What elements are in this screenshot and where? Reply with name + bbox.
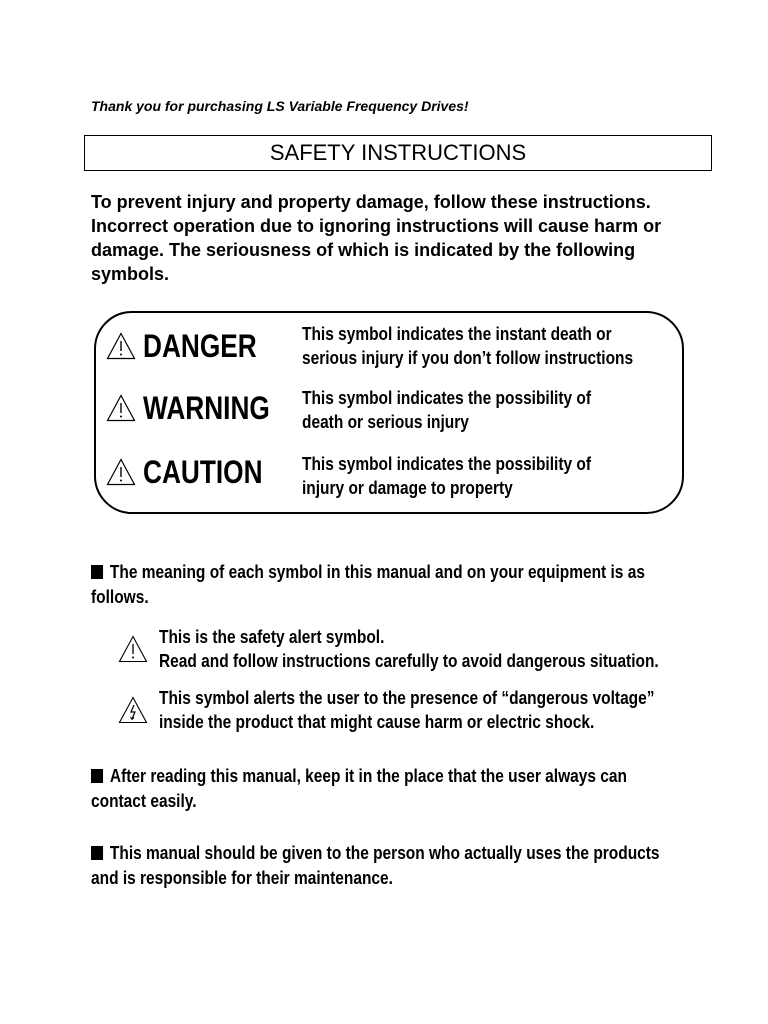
symbol-meaning-paragraph [91, 560, 731, 610]
warning-triangle-icon [106, 332, 136, 360]
danger-description-line2: serious injury if you don’t follow instructions [302, 348, 634, 368]
warning-description-line2: death or serious injury [302, 412, 469, 432]
danger-label: DANGER [143, 328, 257, 364]
give-manual-note [91, 841, 731, 891]
warning-label: WARNING [143, 390, 270, 426]
symbol-legend-box [94, 311, 684, 514]
safety-alert-icon [118, 635, 148, 663]
thank-you-note: Thank you for purchasing LS Variable Frequency Drives! [91, 98, 469, 114]
give-manual-line2: and is responsible for their maintenance. [91, 868, 393, 888]
dangerous-voltage-line1: This symbol alerts the user to the presence of “dangerous voltage” [159, 688, 655, 708]
dangerous-voltage-icon [118, 696, 148, 724]
meaning-line2: follows. [91, 587, 149, 607]
page-title [84, 135, 712, 171]
keep-manual-line2: contact easily. [91, 791, 197, 811]
warning-description-line1: This symbol indicates the possibility of [302, 388, 592, 408]
warning-triangle-icon [106, 458, 136, 486]
keep-manual-line1: After reading this manual, keep it in the place that the user always can [109, 766, 627, 786]
keep-manual-note [91, 764, 731, 814]
caution-description-line1: This symbol indicates the possibility of [302, 454, 592, 474]
safety-alert-description [159, 625, 740, 673]
intro-paragraph: To prevent injury and property damage, follow these instructions. Incorrect operation due to ignoring instructions will cause harm or damage. The seriousness of which is indicated by the following symbols. [91, 192, 662, 284]
dangerous-voltage-line2: inside the product that might cause harm or electric shock. [159, 712, 595, 732]
give-manual-line1: This manual should be given to the person who actually uses the products [109, 843, 660, 863]
safety-alert-line1: This is the safety alert symbol. [159, 627, 385, 647]
danger-description-line1: This symbol indicates the instant death or [302, 324, 612, 344]
dangerous-voltage-description [159, 686, 735, 734]
bullet-square-icon [91, 769, 103, 783]
page-title-text: SAFETY INSTRUCTIONS [269, 140, 527, 165]
bullet-square-icon [91, 846, 103, 860]
caution-label: CAUTION [143, 454, 263, 490]
bullet-square-icon [91, 565, 103, 579]
safety-alert-line2: Read and follow instructions carefully to avoid dangerous situation. [159, 651, 659, 671]
caution-description-line2: injury or damage to property [302, 478, 513, 498]
meaning-line1: The meaning of each symbol in this manual and on your equipment is as [109, 562, 645, 582]
warning-triangle-icon [106, 394, 136, 422]
